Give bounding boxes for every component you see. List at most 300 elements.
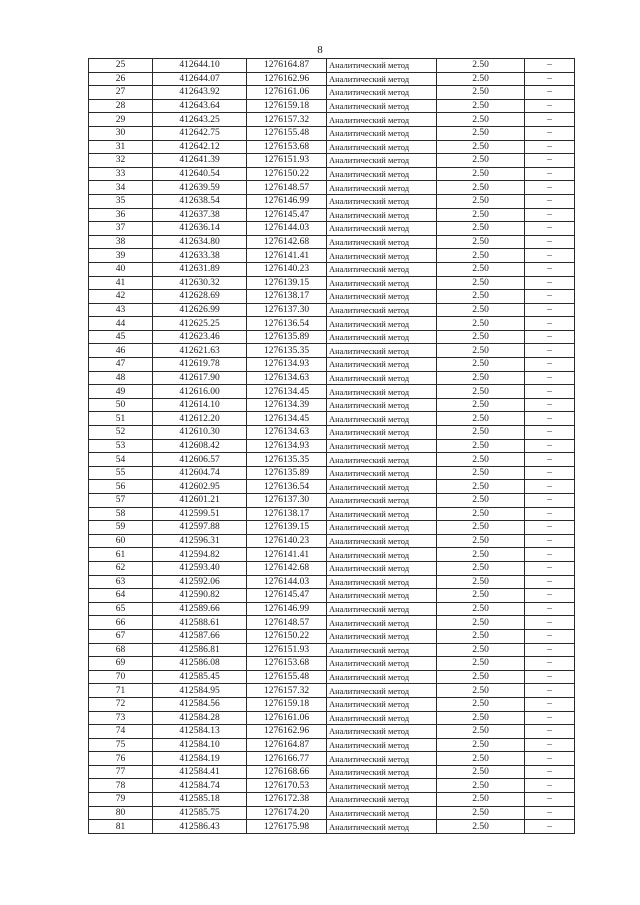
accuracy-cell: 2.50 (437, 711, 525, 725)
accuracy-cell: 2.50 (437, 602, 525, 616)
method-cell: Аналитический метод (327, 602, 437, 616)
table-row (89, 507, 575, 521)
point-number-cell: 52 (89, 426, 153, 440)
x-coordinate-cell: 412584.10 (153, 738, 247, 752)
accuracy-cell: 2.50 (437, 154, 525, 168)
method-cell: Аналитический метод (327, 86, 437, 100)
note-cell: – (525, 439, 575, 453)
y-coordinate-cell: 1276161.06 (247, 711, 327, 725)
accuracy-cell: 2.50 (437, 629, 525, 643)
method-cell: Аналитический метод (327, 235, 437, 249)
note-cell: – (525, 507, 575, 521)
x-coordinate-cell: 412584.28 (153, 711, 247, 725)
method-cell: Аналитический метод (327, 548, 437, 562)
point-number-cell: 48 (89, 371, 153, 385)
note-cell: – (525, 711, 575, 725)
y-coordinate-cell: 1276172.38 (247, 793, 327, 807)
note-cell: – (525, 344, 575, 358)
table-row (89, 548, 575, 562)
y-coordinate-cell: 1276148.57 (247, 616, 327, 630)
method-cell: Аналитический метод (327, 453, 437, 467)
x-coordinate-cell: 412641.39 (153, 154, 247, 168)
point-number-cell: 45 (89, 330, 153, 344)
y-coordinate-cell: 1276162.96 (247, 72, 327, 86)
table-row (89, 561, 575, 575)
table-row (89, 629, 575, 643)
accuracy-cell: 2.50 (437, 330, 525, 344)
note-cell: – (525, 113, 575, 127)
y-coordinate-cell: 1276136.54 (247, 317, 327, 331)
accuracy-cell: 2.50 (437, 765, 525, 779)
accuracy-cell: 2.50 (437, 290, 525, 304)
method-cell: Аналитический метод (327, 167, 437, 181)
accuracy-cell: 2.50 (437, 303, 525, 317)
y-coordinate-cell: 1276138.17 (247, 290, 327, 304)
x-coordinate-cell: 412597.88 (153, 521, 247, 535)
table-row (89, 820, 575, 834)
method-cell: Аналитический метод (327, 140, 437, 154)
x-coordinate-cell: 412585.18 (153, 793, 247, 807)
point-number-cell: 29 (89, 113, 153, 127)
y-coordinate-cell: 1276155.48 (247, 670, 327, 684)
table-row (89, 371, 575, 385)
point-number-cell: 36 (89, 208, 153, 222)
x-coordinate-cell: 412643.25 (153, 113, 247, 127)
note-cell: – (525, 602, 575, 616)
point-number-cell: 51 (89, 412, 153, 426)
x-coordinate-cell: 412599.51 (153, 507, 247, 521)
table-row (89, 575, 575, 589)
point-number-cell: 56 (89, 480, 153, 494)
note-cell: – (525, 276, 575, 290)
point-number-cell: 75 (89, 738, 153, 752)
accuracy-cell: 2.50 (437, 725, 525, 739)
x-coordinate-cell: 412589.66 (153, 602, 247, 616)
method-cell: Аналитический метод (327, 412, 437, 426)
table-row (89, 113, 575, 127)
point-number-cell: 27 (89, 86, 153, 100)
table-row (89, 779, 575, 793)
note-cell: – (525, 494, 575, 508)
y-coordinate-cell: 1276166.77 (247, 752, 327, 766)
x-coordinate-cell: 412587.66 (153, 629, 247, 643)
table-row (89, 439, 575, 453)
y-coordinate-cell: 1276157.32 (247, 113, 327, 127)
accuracy-cell: 2.50 (437, 113, 525, 127)
note-cell: – (525, 412, 575, 426)
accuracy-cell: 2.50 (437, 561, 525, 575)
x-coordinate-cell: 412588.61 (153, 616, 247, 630)
note-cell: – (525, 208, 575, 222)
point-number-cell: 76 (89, 752, 153, 766)
point-number-cell: 30 (89, 126, 153, 140)
table-row (89, 521, 575, 535)
coordinates-table (88, 58, 575, 834)
note-cell: – (525, 72, 575, 86)
note-cell: – (525, 684, 575, 698)
note-cell: – (525, 181, 575, 195)
x-coordinate-cell: 412626.99 (153, 303, 247, 317)
table-row (89, 711, 575, 725)
point-number-cell: 62 (89, 561, 153, 575)
x-coordinate-cell: 412614.10 (153, 398, 247, 412)
note-cell: – (525, 385, 575, 399)
note-cell: – (525, 738, 575, 752)
y-coordinate-cell: 1276151.93 (247, 643, 327, 657)
accuracy-cell: 2.50 (437, 480, 525, 494)
method-cell: Аналитический метод (327, 793, 437, 807)
point-number-cell: 26 (89, 72, 153, 86)
x-coordinate-cell: 412628.69 (153, 290, 247, 304)
accuracy-cell: 2.50 (437, 697, 525, 711)
accuracy-cell: 2.50 (437, 398, 525, 412)
point-number-cell: 69 (89, 657, 153, 671)
note-cell: – (525, 548, 575, 562)
table-row (89, 86, 575, 100)
page-number: 8 (317, 44, 323, 56)
y-coordinate-cell: 1276142.68 (247, 235, 327, 249)
accuracy-cell: 2.50 (437, 140, 525, 154)
x-coordinate-cell: 412596.31 (153, 534, 247, 548)
x-coordinate-cell: 412634.80 (153, 235, 247, 249)
y-coordinate-cell: 1276151.93 (247, 154, 327, 168)
point-number-cell: 34 (89, 181, 153, 195)
y-coordinate-cell: 1276153.68 (247, 657, 327, 671)
point-number-cell: 72 (89, 697, 153, 711)
note-cell: – (525, 222, 575, 236)
accuracy-cell: 2.50 (437, 222, 525, 236)
method-cell: Аналитический метод (327, 72, 437, 86)
table-row (89, 752, 575, 766)
note-cell: – (525, 657, 575, 671)
table-row (89, 738, 575, 752)
accuracy-cell: 2.50 (437, 235, 525, 249)
y-coordinate-cell: 1276157.32 (247, 684, 327, 698)
table-row (89, 59, 575, 73)
point-number-cell: 38 (89, 235, 153, 249)
accuracy-cell: 2.50 (437, 616, 525, 630)
point-number-cell: 46 (89, 344, 153, 358)
table-row (89, 330, 575, 344)
method-cell: Аналитический метод (327, 262, 437, 276)
note-cell: – (525, 317, 575, 331)
x-coordinate-cell: 412584.41 (153, 765, 247, 779)
y-coordinate-cell: 1276134.39 (247, 398, 327, 412)
y-coordinate-cell: 1276150.22 (247, 629, 327, 643)
point-number-cell: 49 (89, 385, 153, 399)
note-cell: – (525, 358, 575, 372)
point-number-cell: 63 (89, 575, 153, 589)
x-coordinate-cell: 412593.40 (153, 561, 247, 575)
method-cell: Аналитический метод (327, 657, 437, 671)
method-cell: Аналитический метод (327, 181, 437, 195)
point-number-cell: 65 (89, 602, 153, 616)
method-cell: Аналитический метод (327, 154, 437, 168)
x-coordinate-cell: 412617.90 (153, 371, 247, 385)
accuracy-cell: 2.50 (437, 276, 525, 290)
note-cell: – (525, 752, 575, 766)
accuracy-cell: 2.50 (437, 344, 525, 358)
x-coordinate-cell: 412631.89 (153, 262, 247, 276)
method-cell: Аналитический метод (327, 385, 437, 399)
method-cell: Аналитический метод (327, 765, 437, 779)
accuracy-cell: 2.50 (437, 86, 525, 100)
table-row (89, 412, 575, 426)
point-number-cell: 64 (89, 589, 153, 603)
accuracy-cell: 2.50 (437, 385, 525, 399)
y-coordinate-cell: 1276144.03 (247, 575, 327, 589)
table-row (89, 140, 575, 154)
y-coordinate-cell: 1276145.47 (247, 208, 327, 222)
point-number-cell: 78 (89, 779, 153, 793)
x-coordinate-cell: 412644.10 (153, 59, 247, 73)
note-cell: – (525, 725, 575, 739)
y-coordinate-cell: 1276134.93 (247, 439, 327, 453)
note-cell: – (525, 140, 575, 154)
accuracy-cell: 2.50 (437, 358, 525, 372)
method-cell: Аналитический метод (327, 738, 437, 752)
accuracy-cell: 2.50 (437, 521, 525, 535)
note-cell: – (525, 521, 575, 535)
table-row (89, 534, 575, 548)
accuracy-cell: 2.50 (437, 589, 525, 603)
note-cell: – (525, 235, 575, 249)
note-cell: – (525, 290, 575, 304)
accuracy-cell: 2.50 (437, 167, 525, 181)
accuracy-cell: 2.50 (437, 779, 525, 793)
y-coordinate-cell: 1276135.35 (247, 344, 327, 358)
y-coordinate-cell: 1276155.48 (247, 126, 327, 140)
y-coordinate-cell: 1276145.47 (247, 589, 327, 603)
note-cell: – (525, 765, 575, 779)
table-row (89, 643, 575, 657)
point-number-cell: 35 (89, 194, 153, 208)
table-row (89, 466, 575, 480)
method-cell: Аналитический метод (327, 670, 437, 684)
x-coordinate-cell: 412623.46 (153, 330, 247, 344)
accuracy-cell: 2.50 (437, 181, 525, 195)
y-coordinate-cell: 1276135.89 (247, 330, 327, 344)
x-coordinate-cell: 412606.57 (153, 453, 247, 467)
y-coordinate-cell: 1276137.30 (247, 494, 327, 508)
method-cell: Аналитический метод (327, 480, 437, 494)
note-cell: – (525, 249, 575, 263)
x-coordinate-cell: 412586.08 (153, 657, 247, 671)
table-row (89, 697, 575, 711)
x-coordinate-cell: 412644.07 (153, 72, 247, 86)
x-coordinate-cell: 412642.12 (153, 140, 247, 154)
accuracy-cell: 2.50 (437, 59, 525, 73)
x-coordinate-cell: 412584.19 (153, 752, 247, 766)
point-number-cell: 53 (89, 439, 153, 453)
point-number-cell: 71 (89, 684, 153, 698)
y-coordinate-cell: 1276162.96 (247, 725, 327, 739)
point-number-cell: 28 (89, 99, 153, 113)
point-number-cell: 42 (89, 290, 153, 304)
y-coordinate-cell: 1276136.54 (247, 480, 327, 494)
accuracy-cell: 2.50 (437, 657, 525, 671)
note-cell: – (525, 398, 575, 412)
table-row (89, 249, 575, 263)
point-number-cell: 39 (89, 249, 153, 263)
accuracy-cell: 2.50 (437, 412, 525, 426)
accuracy-cell: 2.50 (437, 126, 525, 140)
table-row (89, 222, 575, 236)
accuracy-cell: 2.50 (437, 793, 525, 807)
table-row (89, 181, 575, 195)
method-cell: Аналитический метод (327, 276, 437, 290)
accuracy-cell: 2.50 (437, 262, 525, 276)
y-coordinate-cell: 1276135.89 (247, 466, 327, 480)
x-coordinate-cell: 412637.38 (153, 208, 247, 222)
y-coordinate-cell: 1276153.68 (247, 140, 327, 154)
method-cell: Аналитический метод (327, 439, 437, 453)
table-row (89, 793, 575, 807)
note-cell: – (525, 330, 575, 344)
point-number-cell: 58 (89, 507, 153, 521)
y-coordinate-cell: 1276134.63 (247, 426, 327, 440)
method-cell: Аналитический метод (327, 752, 437, 766)
y-coordinate-cell: 1276150.22 (247, 167, 327, 181)
y-coordinate-cell: 1276134.63 (247, 371, 327, 385)
note-cell: – (525, 629, 575, 643)
point-number-cell: 67 (89, 629, 153, 643)
y-coordinate-cell: 1276146.99 (247, 602, 327, 616)
x-coordinate-cell: 412584.56 (153, 697, 247, 711)
table-row (89, 208, 575, 222)
table-row (89, 317, 575, 331)
point-number-cell: 33 (89, 167, 153, 181)
table-row (89, 99, 575, 113)
table-row (89, 657, 575, 671)
method-cell: Аналитический метод (327, 426, 437, 440)
accuracy-cell: 2.50 (437, 317, 525, 331)
table-row (89, 616, 575, 630)
accuracy-cell: 2.50 (437, 575, 525, 589)
table-row (89, 385, 575, 399)
method-cell: Аналитический метод (327, 684, 437, 698)
x-coordinate-cell: 412604.74 (153, 466, 247, 480)
note-cell: – (525, 616, 575, 630)
y-coordinate-cell: 1276148.57 (247, 181, 327, 195)
accuracy-cell: 2.50 (437, 670, 525, 684)
x-coordinate-cell: 412616.00 (153, 385, 247, 399)
y-coordinate-cell: 1276174.20 (247, 806, 327, 820)
y-coordinate-cell: 1276159.18 (247, 99, 327, 113)
point-number-cell: 68 (89, 643, 153, 657)
x-coordinate-cell: 412625.25 (153, 317, 247, 331)
x-coordinate-cell: 412621.63 (153, 344, 247, 358)
point-number-cell: 32 (89, 154, 153, 168)
method-cell: Аналитический метод (327, 113, 437, 127)
method-cell: Аналитический метод (327, 534, 437, 548)
y-coordinate-cell: 1276139.15 (247, 521, 327, 535)
x-coordinate-cell: 412643.92 (153, 86, 247, 100)
y-coordinate-cell: 1276144.03 (247, 222, 327, 236)
x-coordinate-cell: 412643.64 (153, 99, 247, 113)
table-row (89, 126, 575, 140)
y-coordinate-cell: 1276159.18 (247, 697, 327, 711)
x-coordinate-cell: 412640.54 (153, 167, 247, 181)
point-number-cell: 60 (89, 534, 153, 548)
method-cell: Аналитический метод (327, 629, 437, 643)
accuracy-cell: 2.50 (437, 806, 525, 820)
table-row (89, 72, 575, 86)
note-cell: – (525, 466, 575, 480)
point-number-cell: 77 (89, 765, 153, 779)
y-coordinate-cell: 1276134.93 (247, 358, 327, 372)
table-row (89, 303, 575, 317)
note-cell: – (525, 643, 575, 657)
point-number-cell: 73 (89, 711, 153, 725)
x-coordinate-cell: 412585.75 (153, 806, 247, 820)
method-cell: Аналитический метод (327, 290, 437, 304)
accuracy-cell: 2.50 (437, 439, 525, 453)
point-number-cell: 40 (89, 262, 153, 276)
note-cell: – (525, 99, 575, 113)
table-row (89, 453, 575, 467)
x-coordinate-cell: 412586.43 (153, 820, 247, 834)
method-cell: Аналитический метод (327, 697, 437, 711)
accuracy-cell: 2.50 (437, 426, 525, 440)
table-row (89, 725, 575, 739)
method-cell: Аналитический метод (327, 494, 437, 508)
note-cell: – (525, 575, 575, 589)
method-cell: Аналитический метод (327, 589, 437, 603)
y-coordinate-cell: 1276135.35 (247, 453, 327, 467)
y-coordinate-cell: 1276139.15 (247, 276, 327, 290)
y-coordinate-cell: 1276161.06 (247, 86, 327, 100)
point-number-cell: 66 (89, 616, 153, 630)
method-cell: Аналитический метод (327, 358, 437, 372)
method-cell: Аналитический метод (327, 344, 437, 358)
note-cell: – (525, 534, 575, 548)
y-coordinate-cell: 1276140.23 (247, 262, 327, 276)
accuracy-cell: 2.50 (437, 738, 525, 752)
table-row (89, 154, 575, 168)
table-row (89, 344, 575, 358)
accuracy-cell: 2.50 (437, 643, 525, 657)
y-coordinate-cell: 1276134.45 (247, 385, 327, 399)
y-coordinate-cell: 1276137.30 (247, 303, 327, 317)
table-row (89, 589, 575, 603)
point-number-cell: 31 (89, 140, 153, 154)
method-cell: Аналитический метод (327, 303, 437, 317)
method-cell: Аналитический метод (327, 222, 437, 236)
point-number-cell: 25 (89, 59, 153, 73)
accuracy-cell: 2.50 (437, 494, 525, 508)
x-coordinate-cell: 412602.95 (153, 480, 247, 494)
method-cell: Аналитический метод (327, 521, 437, 535)
y-coordinate-cell: 1276142.68 (247, 561, 327, 575)
method-cell: Аналитический метод (327, 59, 437, 73)
note-cell: – (525, 154, 575, 168)
note-cell: – (525, 59, 575, 73)
point-number-cell: 59 (89, 521, 153, 535)
method-cell: Аналитический метод (327, 725, 437, 739)
note-cell: – (525, 371, 575, 385)
note-cell: – (525, 426, 575, 440)
point-number-cell: 74 (89, 725, 153, 739)
method-cell: Аналитический метод (327, 194, 437, 208)
method-cell: Аналитический метод (327, 779, 437, 793)
y-coordinate-cell: 1276141.41 (247, 249, 327, 263)
note-cell: – (525, 589, 575, 603)
table-row (89, 194, 575, 208)
table-row (89, 398, 575, 412)
method-cell: Аналитический метод (327, 371, 437, 385)
x-coordinate-cell: 412585.45 (153, 670, 247, 684)
